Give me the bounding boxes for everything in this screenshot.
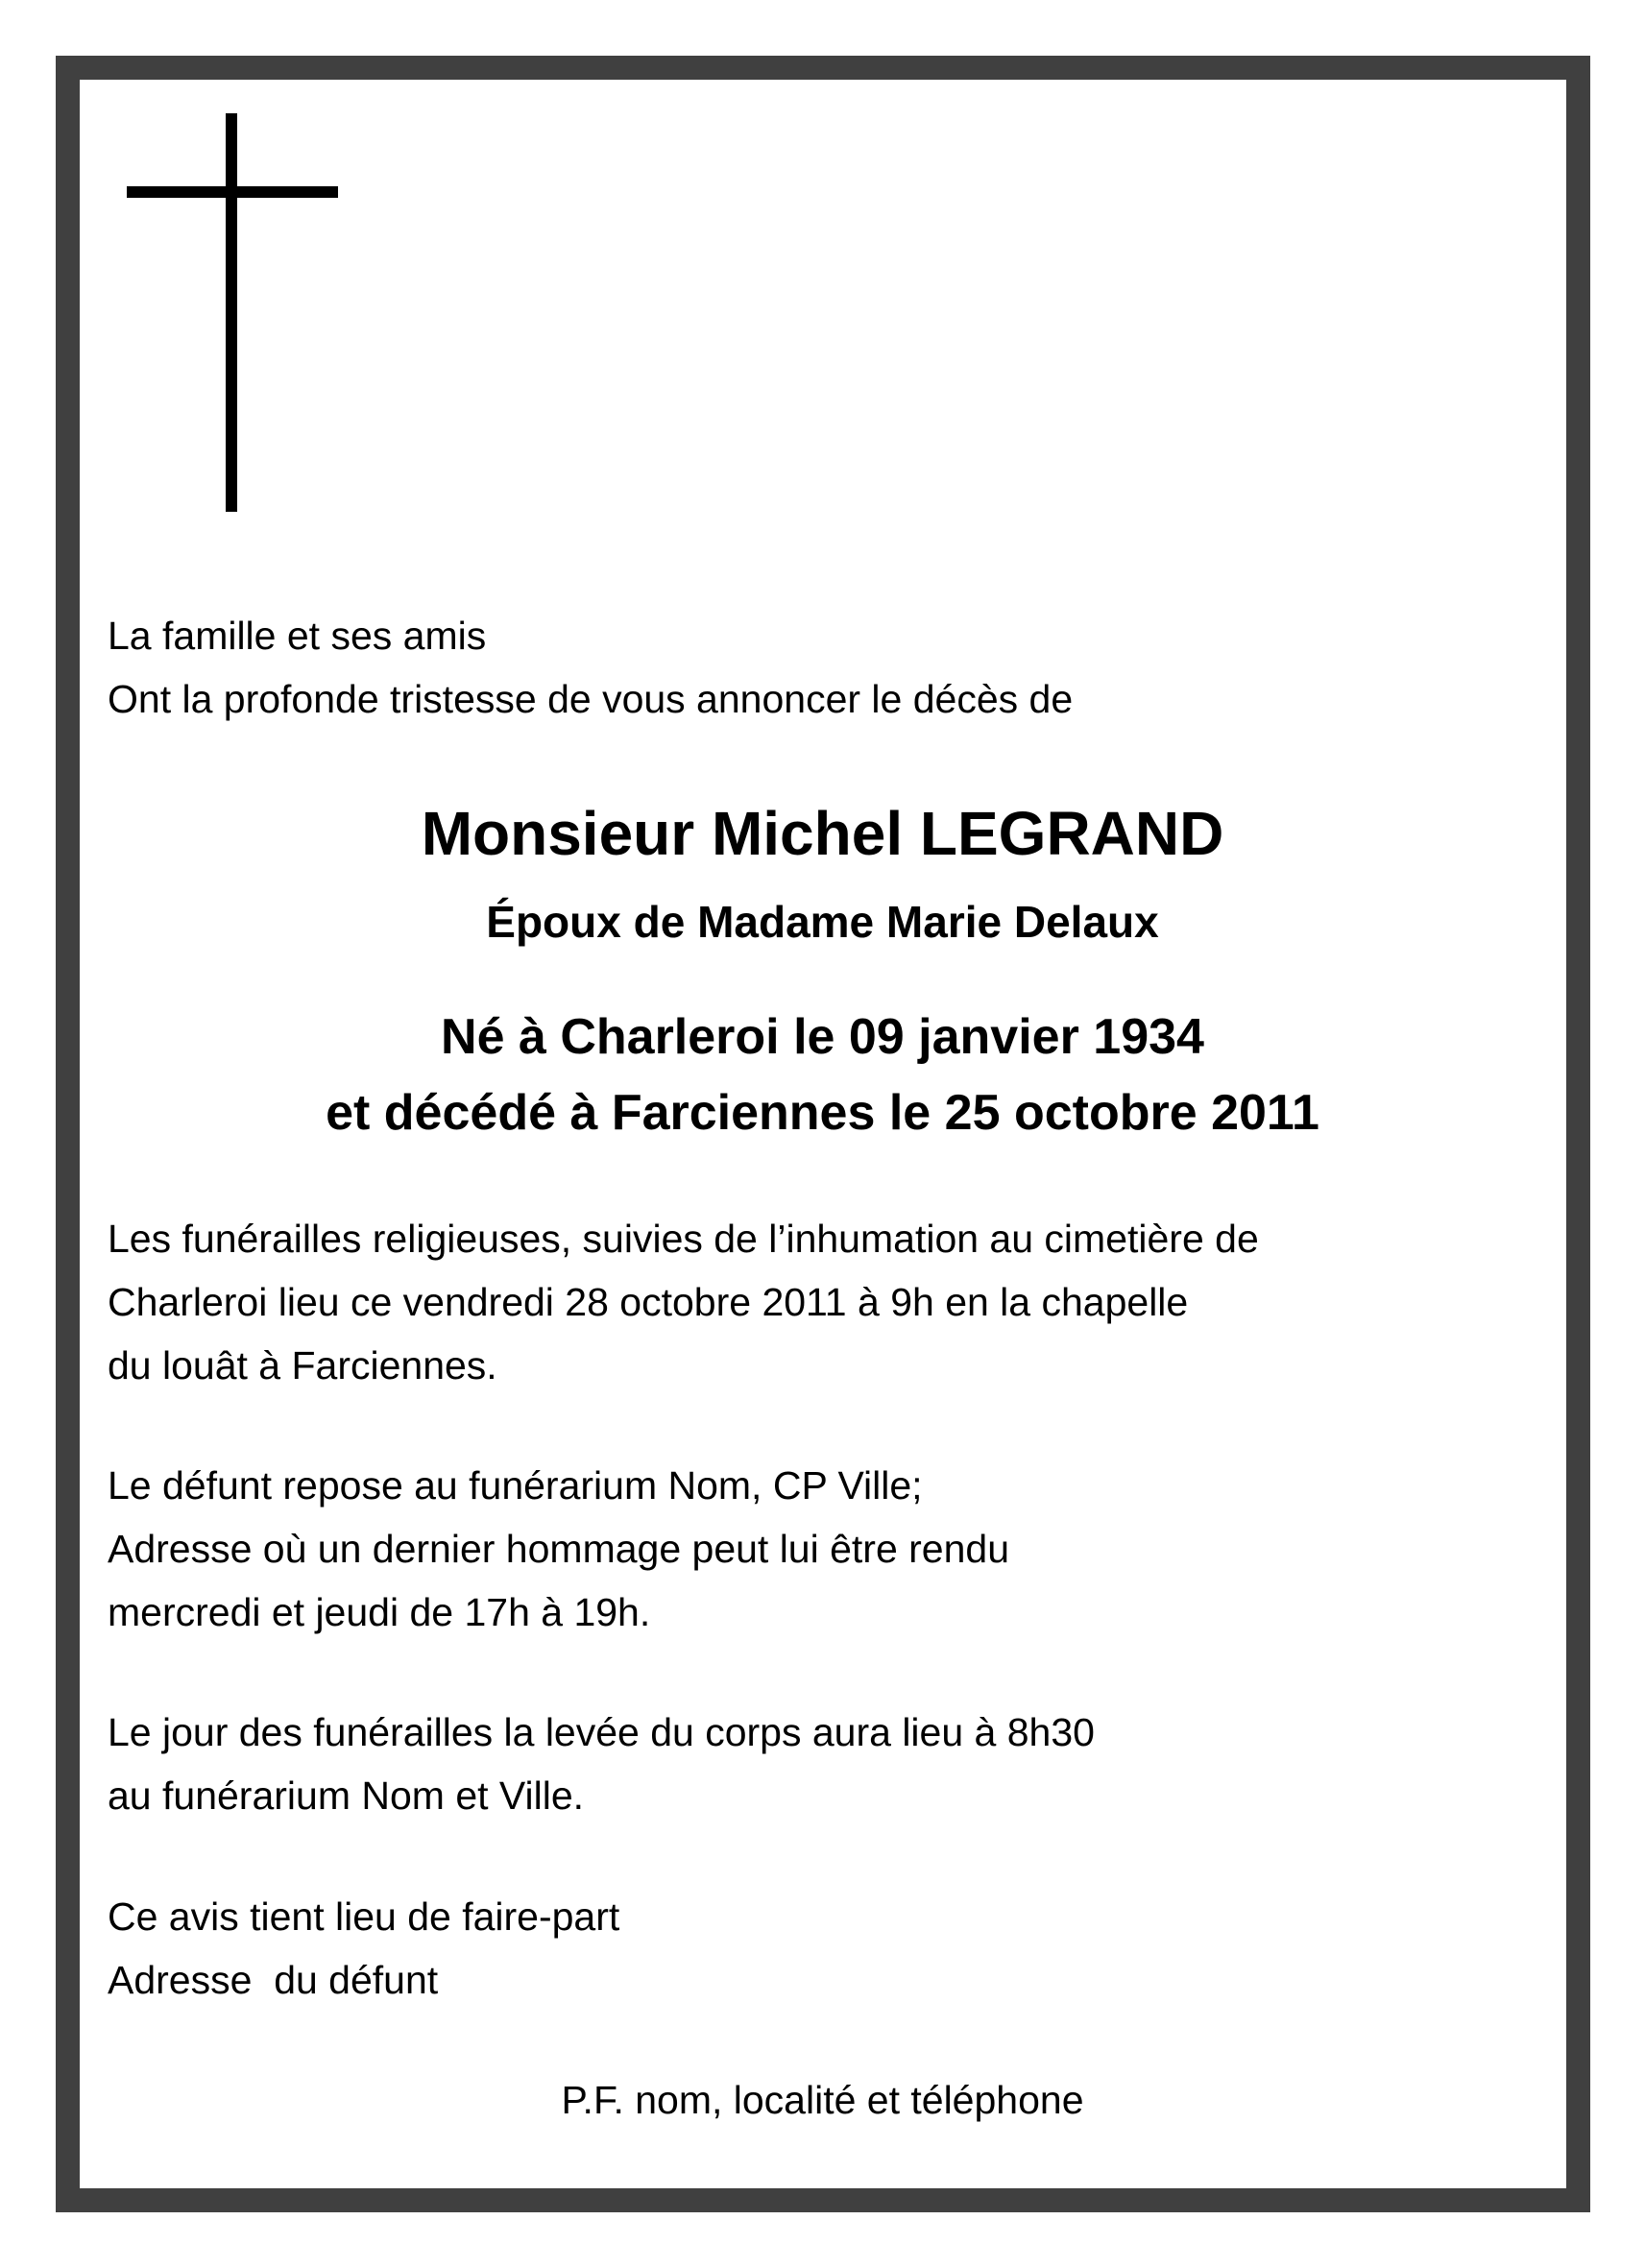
funeral-line-2: Charleroi lieu ce vendredi 28 octobre 2011 à 9h en la chapelle [108,1280,1189,1324]
levee-line-1: Le jour des funérailles la levée du corps aura lieu à 8h30 [108,1710,1095,1754]
repose-line-3: mercredi et jeudi de 17h à 19h. [108,1590,651,1634]
notice-line-2: Adresse du défunt [108,1958,439,2002]
intro-line-1: La famille et ses amis [108,614,487,658]
levee-line-2: au funérarium Nom et Ville. [108,1773,585,1818]
repose-line-1: Le défunt repose au funérarium Nom, CP Ville; [108,1463,923,1508]
notice-line-1: Ce avis tient lieu de faire-part [108,1894,620,1939]
deceased-birth: Né à Charleroi le 09 janvier 1934 [441,1009,1204,1065]
repose-line-2: Adresse où un dernier hommage peut lui être rendu [108,1527,1010,1571]
funeral-line-1: Les funérailles religieuses, suivies de l’inhumation au cimetière de [108,1217,1259,1261]
funeral-line-3: du louât à Farciennes. [108,1343,497,1387]
cross-icon-vertical [226,113,237,512]
deceased-death: et décédé à Farciennes le 25 octobre 2011 [326,1085,1319,1141]
funeral-home-footer: P.F. nom, localité et téléphone [561,2078,1084,2122]
cross-icon-horizontal [127,186,338,198]
deceased-spouse: Époux de Madame Marie Delaux [486,897,1159,947]
deceased-name: Monsieur Michel LEGRAND [421,799,1224,868]
intro-line-2: Ont la profonde tristesse de vous annoncer le décès de [108,677,1074,721]
